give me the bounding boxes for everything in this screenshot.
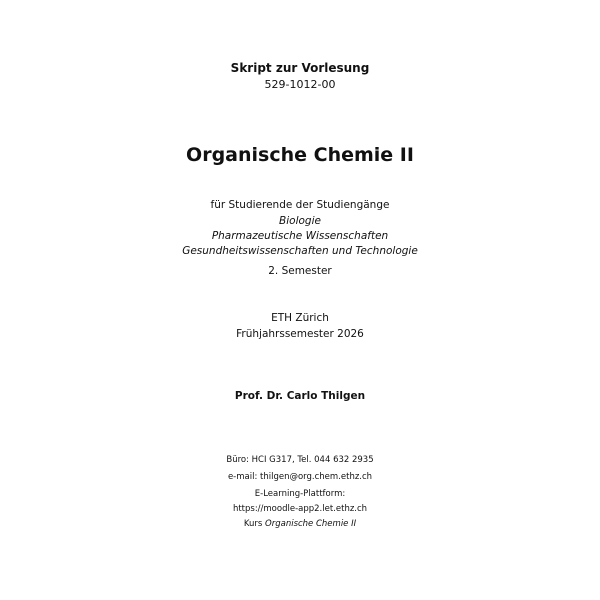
course-number: 529-1012-00 (264, 78, 336, 91)
audience-intro: für Studierende der Studiengänge (210, 199, 390, 211)
elearning-label: E-Learning-Plattform: (254, 489, 346, 499)
course-reference (0, 520, 600, 529)
semester: 2. Semester (268, 265, 332, 277)
course-name: Organische Chemie II (265, 519, 357, 529)
script-label: Skript zur Vorlesung (230, 61, 370, 75)
institution: ETH Zürich (271, 312, 329, 324)
email-info: e-mail: thilgen@org.chem.ethz.ch (227, 472, 373, 482)
program-pharmazeutische-wissenschaften: Pharmazeutische Wissenschaften (211, 230, 389, 242)
author: Prof. Dr. Carlo Thilgen (234, 390, 366, 402)
program-gesundheitswissenschaften: Gesundheitswissenschaften und Technologie (182, 245, 418, 257)
term: Frühjahrssemester 2026 (236, 328, 364, 340)
program-biologie: Biologie (279, 215, 321, 227)
elearning-url: https://moodle-app2.let.ethz.ch (232, 504, 368, 514)
document-title: Organische Chemie II (186, 144, 414, 166)
course-prefix: Kurs (243, 519, 266, 529)
office-info: Büro: HCI G317, Tel. 044 632 2935 (226, 455, 374, 465)
